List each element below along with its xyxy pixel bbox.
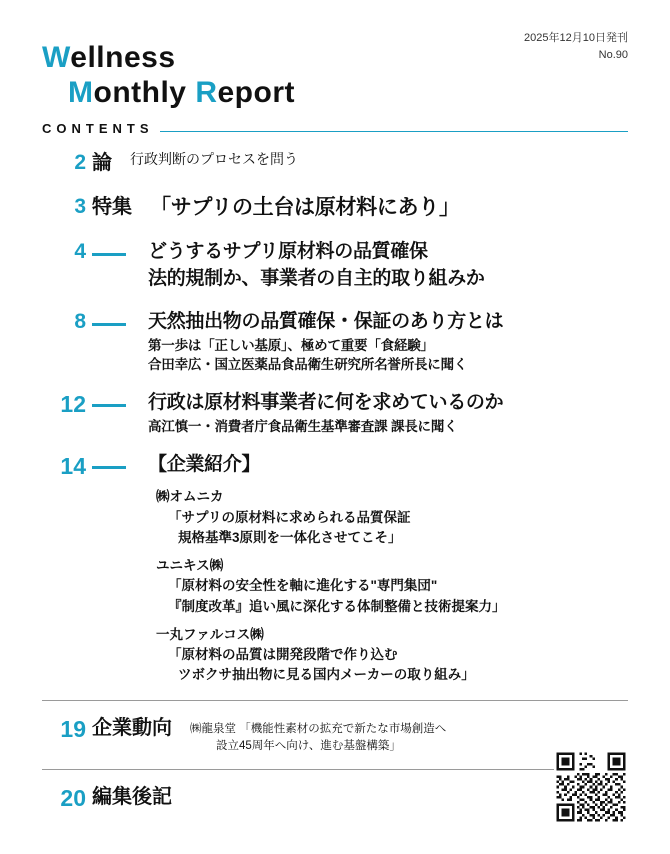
toc-entry-body bbox=[122, 150, 628, 170]
toc-subtitle-line-1: 高江慎一・消費者庁食品衛生基準審査課 課長に聞く bbox=[148, 419, 458, 435]
toc-page-number: 12 bbox=[60, 391, 86, 418]
toc-page-number: 2 bbox=[74, 150, 86, 174]
toc-note-line-2: 設立45周年へ向け、進む基盤構築」 bbox=[216, 739, 401, 752]
toc-dash-rule bbox=[92, 323, 126, 326]
toc-section-kind: 特集 bbox=[92, 196, 132, 219]
toc-note bbox=[182, 715, 628, 756]
masthead-onthly: onthly bbox=[93, 76, 196, 110]
company-line: 「サプリの原材料に求められる品質保証 bbox=[168, 509, 411, 525]
toc-subtitle-line-1: 第一歩は「正しい基原」、極めて重要「食経験」 bbox=[148, 337, 434, 353]
toc-section-kind: 論 bbox=[92, 151, 112, 174]
company-name: 一丸ファルコス㈱ bbox=[156, 626, 264, 642]
toc-section-kind: 編集後記 bbox=[92, 786, 172, 809]
company-name: ユニキス㈱ bbox=[156, 558, 224, 574]
toc-title: 行政は原材料事業者に何を求めているのか bbox=[148, 392, 504, 414]
toc-entry[interactable] bbox=[42, 309, 628, 374]
toc-entry[interactable] bbox=[42, 239, 628, 293]
toc-entry-body bbox=[126, 309, 628, 374]
toc-entry[interactable] bbox=[42, 452, 628, 685]
toc-entry-body bbox=[126, 390, 628, 436]
toc-title: 「サプリの土台は原材料にあり」 bbox=[150, 196, 460, 220]
toc-entry-body bbox=[142, 194, 628, 223]
masthead-w: W bbox=[42, 41, 71, 74]
masthead bbox=[42, 0, 628, 136]
toc-dash-rule bbox=[92, 253, 126, 256]
qr-code[interactable] bbox=[554, 750, 628, 824]
contents-rule bbox=[160, 131, 629, 132]
toc-note-line-1: ㈱龍泉堂 「機能性素材の拡充で新たな市場創造へ bbox=[190, 722, 447, 735]
company-line: 「原材料の品質は開発段階で作り込む bbox=[168, 647, 398, 663]
toc-entry[interactable] bbox=[42, 194, 628, 223]
toc-entry-body bbox=[126, 452, 628, 685]
contents-heading bbox=[42, 121, 628, 136]
toc-section-kind: 企業動向 bbox=[92, 716, 172, 739]
toc-title: 【企業紹介】 bbox=[148, 454, 261, 476]
toc-entry[interactable] bbox=[42, 390, 628, 436]
toc-dash-rule bbox=[92, 466, 126, 469]
company-line: 規格基準3原則を一体化させてこそ」 bbox=[178, 529, 402, 545]
company-line: ツボクサ抽出物に見る国内メーカーの取り組み」 bbox=[178, 667, 475, 683]
masthead-ellness: ellness bbox=[70, 41, 176, 74]
qr-code-image bbox=[554, 750, 628, 824]
toc-page-number: 4 bbox=[74, 240, 86, 263]
toc-page-number: 8 bbox=[74, 309, 86, 333]
masthead-eport: eport bbox=[217, 76, 295, 110]
issue-date: 2025年12月10日発刊 bbox=[524, 32, 628, 44]
toc-dash-rule bbox=[92, 404, 126, 407]
toc-entry-body bbox=[182, 715, 628, 756]
toc-page-number: 3 bbox=[74, 195, 86, 219]
toc-entry-body bbox=[126, 239, 628, 293]
table-of-contents bbox=[42, 150, 628, 686]
issue-number: No.90 bbox=[598, 49, 628, 62]
company-entry bbox=[126, 556, 628, 617]
toc-entry[interactable] bbox=[42, 150, 628, 176]
toc-title-line-2: 法的規制か、事業者の自主的取り組みか bbox=[148, 267, 485, 289]
toc-title: 天然抽出物の品質確保・保証のあり方とは bbox=[148, 310, 504, 332]
contents-label: CONTENTS bbox=[42, 120, 154, 136]
toc-page-number: 14 bbox=[60, 453, 86, 480]
toc-title-line-1: どうするサプリ原材料の品質確保 bbox=[148, 241, 428, 262]
toc-subtitle-line-2: 合田幸広・国立医薬品食品衛生研究所名誉所長に聞く bbox=[148, 357, 468, 373]
company-entry bbox=[126, 625, 628, 686]
issue-info bbox=[524, 30, 628, 64]
company-line: 「原材料の安全性を軸に進化する"専門集団" bbox=[168, 578, 438, 594]
toc-page-number: 19 bbox=[60, 715, 86, 742]
section-divider bbox=[42, 769, 628, 770]
toc-page-number: 20 bbox=[60, 785, 86, 812]
masthead-r: R bbox=[195, 76, 218, 110]
company-entry bbox=[126, 487, 628, 548]
toc-entry[interactable] bbox=[42, 715, 628, 756]
company-line: 『制度改革』追い風に深化する体制整備と技術提案力」 bbox=[168, 598, 506, 614]
section-divider bbox=[42, 700, 628, 701]
company-name: ㈱オムニカ bbox=[156, 489, 224, 505]
toc-title: 行政判断のプロセスを問う bbox=[130, 150, 298, 167]
masthead-m: M bbox=[68, 76, 94, 110]
masthead-line-2 bbox=[42, 75, 628, 110]
toc-entry[interactable] bbox=[42, 784, 628, 813]
